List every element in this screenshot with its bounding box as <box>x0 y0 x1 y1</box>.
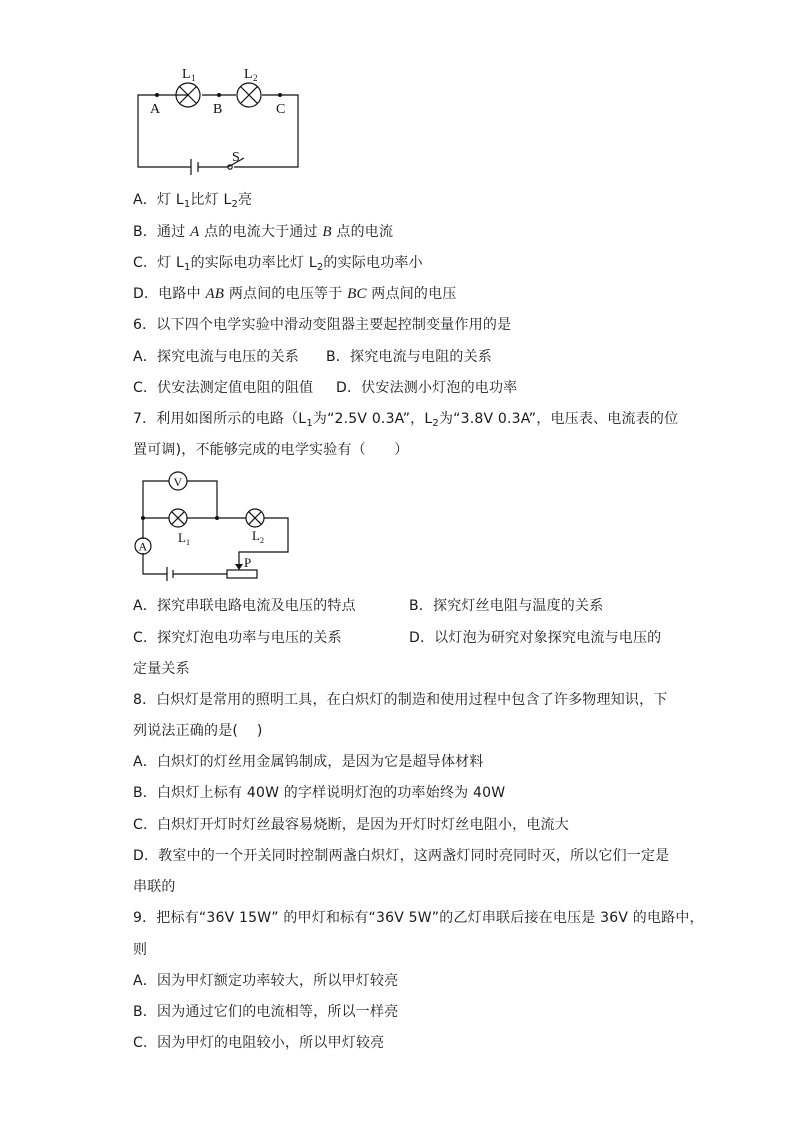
q6-option-b: B．探究电流与电阻的关系 <box>326 349 493 365</box>
q7-options-row2 <box>133 628 662 648</box>
q7-option-a: A．探究串联电路电流及电压的特点 <box>133 598 356 614</box>
label-L1: L <box>178 530 186 545</box>
q6-option-c: C．伏安法测定值电阻的阻值 <box>133 380 314 396</box>
q5-option-d: D．电路中 AB 两点间的电压等于 BC 两点间的电压 <box>133 286 457 302</box>
meter-V-label: V <box>173 475 183 489</box>
label-L2-sub: 2 <box>253 73 258 83</box>
circuit-diagram-2 <box>126 466 301 586</box>
label-P: P <box>244 555 252 570</box>
label-S: S <box>232 150 240 165</box>
label-A: A <box>150 102 161 117</box>
q8-option-d: D．教室中的一个开关同时控制两盏白炽灯，这两盏灯同时亮同时灭，所以它们一定是 <box>133 848 670 864</box>
q8-option-d-cont: 串联的 <box>133 879 176 895</box>
label-L2: L <box>244 67 253 82</box>
circuit-diagram-1 <box>126 60 311 175</box>
q6-option-d: D．伏安法测小灯泡的电功率 <box>336 380 518 396</box>
q9-option-b: B．因为通过它们的电流相等，所以一样亮 <box>133 1004 399 1020</box>
q5-option-c: C．灯 $L_1$的实际电功率比灯 $L_2$的实际电功率小 <box>133 255 423 273</box>
q9-option-c: C．因为甲灯的电阻较小，所以甲灯较亮 <box>133 1035 385 1051</box>
q8-option-b: B．白炽灯上标有 40W 的字样说明灯泡的功率始终为 40W <box>133 785 506 801</box>
q6-option-a: A．探究电流与电压的关系 <box>133 349 299 365</box>
label-L1: L <box>182 67 191 82</box>
q7-options-row1 <box>133 596 604 616</box>
q8-stem-line2: 列说法正确的是( ) <box>133 723 263 739</box>
q6-options-row2 <box>133 378 518 398</box>
label-L2-sub: 2 <box>260 536 264 545</box>
q8-stem-line1: 8．白炽灯是常用的照明工具，在白炽灯的制造和使用过程中包含了许多物理知识，下 <box>133 692 668 708</box>
q5-option-b: B．通过 A 点的电流大于通过 B 点的电流 <box>133 224 394 240</box>
meter-A-label: A <box>138 539 148 554</box>
q9-stem-line2: 则 <box>133 942 148 958</box>
q7-option-d-cont: 定量关系 <box>133 661 190 677</box>
q6-stem: 6．以下四个电学实验中滑动变阻器主要起控制变量作用的是 <box>133 317 512 333</box>
q9-stem-line1: 9．把标有“36V 15W” 的甲灯和标有“36V 5W”的乙灯串联后接在电压是 36V 的电路中， <box>133 910 704 926</box>
q7-stem-line1: 7．利用如图所示的电路（$L_1$为“2.5V 0.3A”，$L_2$为“3.8V 0.3A”，电压表、电流表的位 <box>133 411 679 429</box>
label-L2: L <box>252 528 260 543</box>
label-L1-sub: 1 <box>191 73 196 83</box>
q7-option-c: C．探究灯泡电功率与电压的关系 <box>133 630 342 646</box>
q9-option-a: A．因为甲灯额定功率较大，所以甲灯较亮 <box>133 973 399 989</box>
label-B: B <box>213 102 223 117</box>
label-L1-sub: 1 <box>186 538 190 547</box>
q7-option-d: D．以灯泡为研究对象探究电流与电压的 <box>409 630 662 646</box>
q7-option-b: B．探究灯丝电阻与温度的关系 <box>409 598 604 614</box>
q6-options-row1 <box>133 347 493 367</box>
q7-stem-line2: 置可调)，不能够完成的电学实验有（ ） <box>133 442 409 458</box>
label-C: C <box>276 102 286 117</box>
q8-option-a: A．白炽灯的灯丝用金属钨制成，是因为它是超导体材料 <box>133 754 484 770</box>
q5-option-a: A．灯 $L_1$比灯 $L_2$亮 <box>133 192 253 210</box>
q8-option-c: C．白炽灯开灯时灯丝最容易烧断，是因为开灯时灯丝电阻小，电流大 <box>133 817 569 833</box>
